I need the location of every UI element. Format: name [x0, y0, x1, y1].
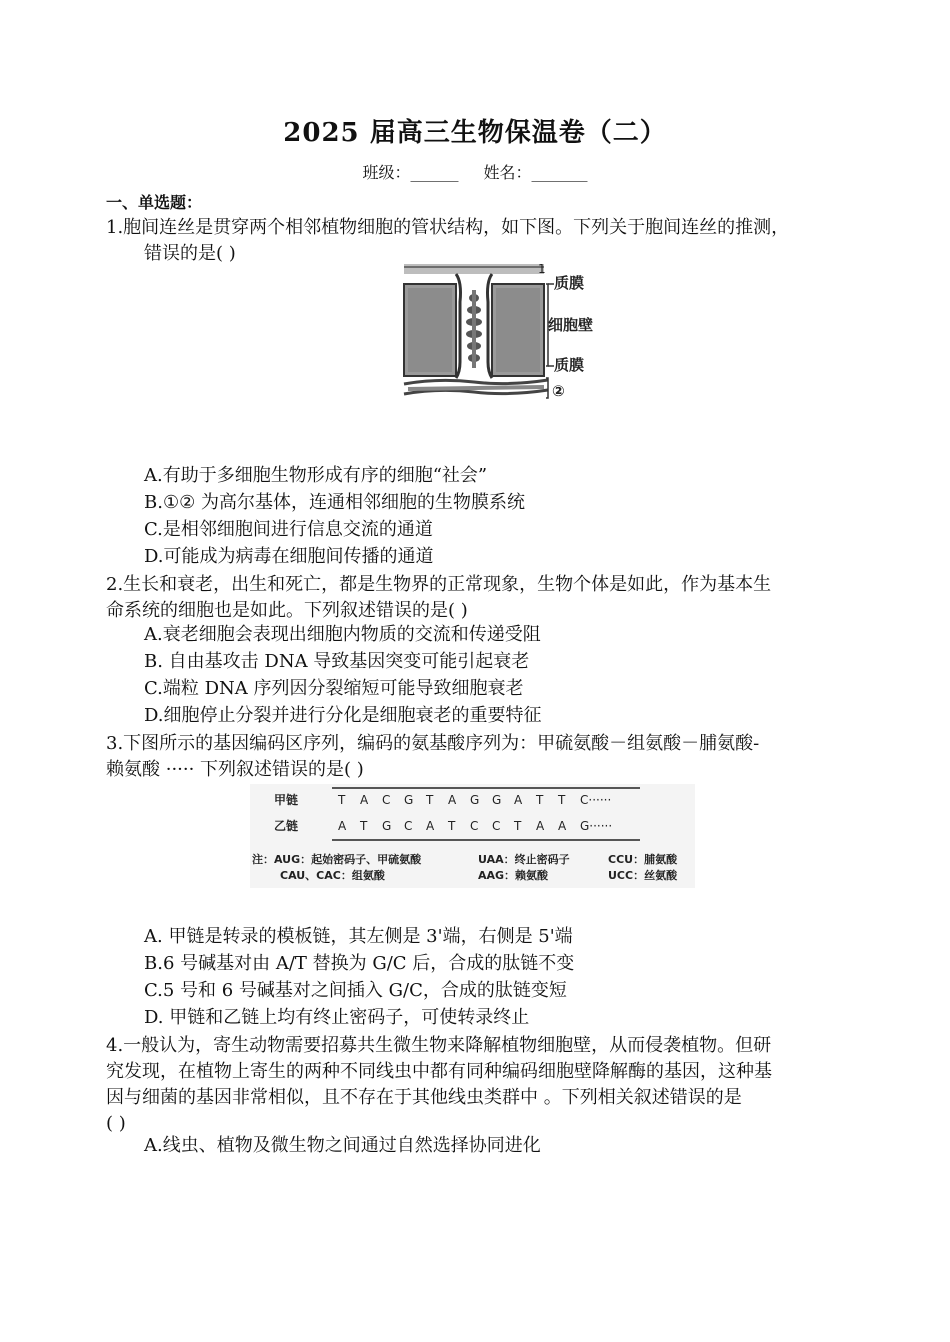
page-title: 2025 届高三生物保温卷（二）	[283, 118, 667, 148]
question-1-option-d[interactable]: D.可能成为病毒在细胞间传播的通道	[144, 546, 434, 567]
label-plasma-membrane-bottom: 质膜	[554, 356, 585, 374]
strand-1-base-5: T	[426, 793, 434, 807]
strand-2-base-3: G	[382, 819, 392, 833]
question-4-stem-line-1: 4.一般认为，寄生动物需要招募共生微生物来降解植物细胞壁，从而侵袭植物。但研	[106, 1035, 772, 1056]
question-3-option-c[interactable]: C.5 号和 6 号碱基对之间插入 G/C，合成的肽链变短	[144, 980, 567, 1001]
plasmodesmata-figure	[398, 262, 608, 410]
question-3	[106, 731, 848, 783]
strand-2-base-7: C	[470, 819, 479, 833]
student-info-line	[0, 160, 950, 183]
question-4-stem-line-4: ( )	[106, 1113, 126, 1134]
note-line-1-a: 注：AUG：起始密码子、甲硫氨酸	[252, 853, 422, 866]
label-circled-2: ②	[552, 382, 565, 400]
strand-2-base-4: C	[404, 819, 413, 833]
question-3-option-a[interactable]: A. 甲链是转录的模板链，其左侧是 3'端，右侧是 5'端	[144, 926, 573, 947]
strand-2-base-6: T	[448, 819, 456, 833]
label-plasma-membrane-top: 质膜	[554, 274, 585, 292]
strand-1-base-12: C······	[580, 793, 612, 807]
strand-1-base-6: A	[448, 793, 457, 807]
strand-2-base-12: G······	[580, 819, 613, 833]
question-4	[106, 1033, 848, 1137]
upper-membrane-band	[404, 264, 544, 274]
strand-1-base-2: A	[360, 793, 369, 807]
strand-2-base-10: A	[536, 819, 545, 833]
note-line-2-c: UCC：丝氨酸	[608, 869, 678, 882]
question-3-option-b[interactable]: B.6 号碱基对由 A/T 替换为 G/C 后，合成的肽链不变	[144, 953, 575, 974]
question-4-stem-line-3: 因与细菌的基因非常相似，且不存在于其他线虫类群中 。下列相关叙述错误的是	[106, 1087, 742, 1108]
note-line-2-b: AAG：赖氨酸	[478, 869, 549, 882]
name-field-label: 姓名：_______	[483, 163, 588, 182]
question-2-option-b[interactable]: B. 自由基攻击 DNA 导致基因突变可能引起衰老	[144, 651, 530, 672]
question-2-stem-line-1: 2.生长和衰老，出生和死亡，都是生物界的正常现象，生物个体是如此，作为基本生	[106, 574, 772, 595]
strand-1-base-3: C	[382, 793, 391, 807]
question-3-option-d[interactable]: D. 甲链和乙链上均有终止密码子，可使转录终止	[144, 1007, 530, 1028]
strand-2-base-2: T	[360, 819, 368, 833]
figure-top-mark: 1	[538, 262, 546, 276]
question-3-stem-line-1: 3.下图所示的基因编码区序列，编码的氨基酸序列为：甲硫氨酸－组氨酸－脯氨酸-	[106, 733, 760, 754]
question-1	[106, 215, 848, 267]
strand-2-base-8: C	[492, 819, 501, 833]
question-2-stem-line-2: 命系统的细胞也是如此。下列叙述错误的是( )	[106, 600, 468, 621]
strand-1-base-4: G	[404, 793, 414, 807]
question-4-stem-line-2: 究发现，在植物上寄生的两种不同线虫中都有同种编码细胞壁降解酶的基因，这种基	[106, 1061, 772, 1082]
strand-2-base-1: A	[338, 819, 347, 833]
question-1-stem-line-1: 1.胞间连丝是贯穿两个相邻植物细胞的管状结构，如下图。下列关于胞间连丝的推测，	[106, 217, 790, 238]
strand-1-label: 甲链	[274, 793, 299, 807]
strand-1-base-1: T	[338, 793, 346, 807]
strand-2-base-9: T	[514, 819, 522, 833]
strand-1-base-10: T	[536, 793, 544, 807]
strand-1-base-8: G	[492, 793, 502, 807]
question-2-option-a[interactable]: A.衰老细胞会表现出细胞内物质的交流和传递受阻	[144, 624, 541, 645]
strand-1-base-11: T	[558, 793, 566, 807]
question-2-option-d[interactable]: D.细胞停止分裂并进行分化是细胞衰老的重要特征	[144, 705, 542, 726]
section-heading: 一、单选题：	[106, 193, 203, 212]
question-2-option-c[interactable]: C.端粒 DNA 序列因分裂缩短可能导致细胞衰老	[144, 678, 524, 699]
question-1-stem-line-2: 错误的是( )	[144, 243, 236, 264]
question-1-option-c[interactable]: C.是相邻细胞间进行信息交流的通道	[144, 519, 433, 540]
strand-2-base-11: A	[558, 819, 567, 833]
question-3-stem-line-2: 赖氨酸 ····· 下列叙述错误的是( )	[106, 759, 364, 780]
question-4-option-a[interactable]: A.线虫、植物及微生物之间通过自然选择协同进化	[144, 1135, 541, 1156]
question-2	[106, 572, 848, 624]
strand-1-base-7: G	[470, 793, 480, 807]
note-line-1-b: UAA：终止密码子	[478, 853, 570, 866]
label-cell-wall: 细胞壁	[548, 316, 594, 334]
strand-2-label: 乙链	[274, 819, 299, 833]
class-field-label: 班级：______	[362, 163, 459, 182]
question-1-option-b[interactable]: B.①② 为高尔基体，连通相邻细胞的生物膜系统	[144, 492, 525, 513]
question-1-option-a[interactable]: A.有助于多细胞生物形成有序的细胞“社会”	[144, 465, 488, 486]
strand-1-base-9: A	[514, 793, 523, 807]
note-line-2-a: CAU、CAC：组氨酸	[280, 869, 385, 882]
strand-2-base-5: A	[426, 819, 435, 833]
note-line-1-c: CCU：脯氨酸	[608, 853, 678, 866]
dna-sequence-figure	[250, 784, 695, 888]
